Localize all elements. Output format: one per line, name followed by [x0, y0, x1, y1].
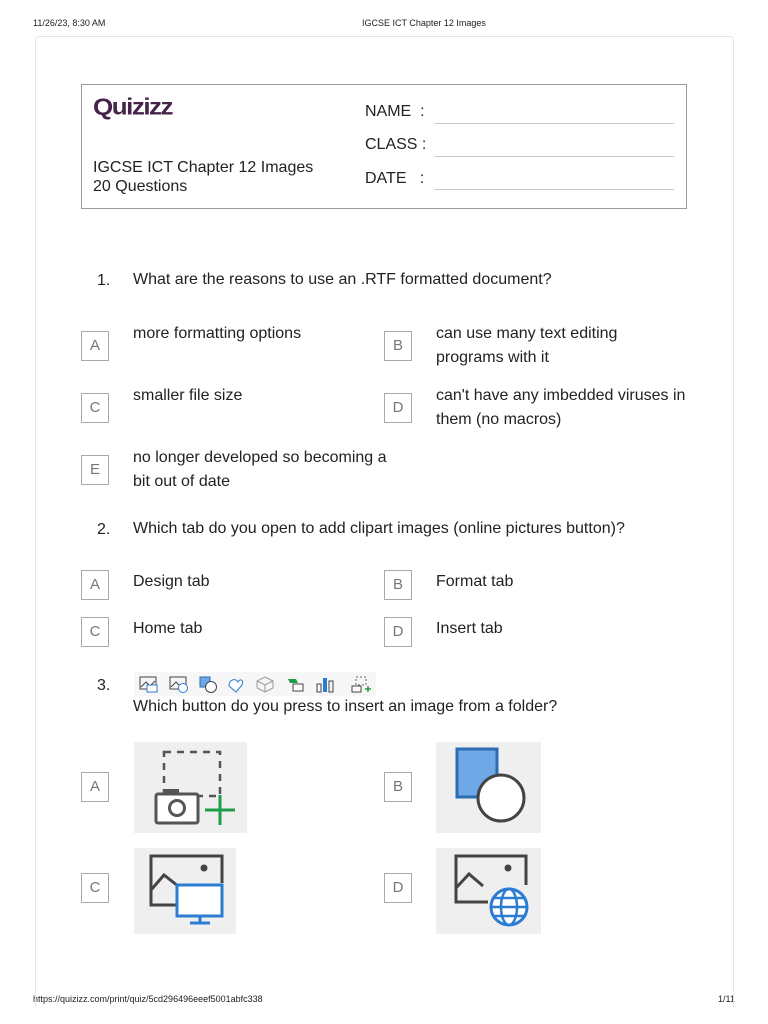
shapes-icon [436, 742, 541, 833]
q1-option-d-text: can't have any imbedded viruses in them (no macros) [436, 387, 686, 428]
q1-option-e-text: no longer developed so becoming a bit out of date [133, 449, 387, 490]
question-count: 20 Questions [93, 178, 188, 195]
q3-option-d-image [436, 848, 541, 934]
icons-icon [226, 676, 246, 693]
q1-option-c-text: smaller file size [133, 387, 243, 404]
pictures-icon [139, 676, 159, 693]
quiz-header-box [81, 84, 687, 209]
name-line [434, 123, 674, 124]
q3-option-a-box[interactable]: A [81, 772, 109, 802]
q3-option-c-image [134, 848, 236, 934]
print-datetime: 11/26/23, 8:30 AM [33, 18, 106, 28]
class-label: CLASS : [365, 136, 427, 153]
q1-option-d-box[interactable]: D [384, 393, 412, 423]
print-page-number: 1/11 [718, 994, 735, 1004]
smartart-icon [286, 676, 306, 693]
q2-option-c-box[interactable]: C [81, 617, 109, 647]
screenshot-icon [134, 742, 247, 833]
ribbon-toolbar-image [134, 672, 376, 696]
q1-option-b-box[interactable]: B [384, 331, 412, 361]
q1-option-b-text: can use many text editing programs with it [436, 325, 618, 366]
q2-option-a-text: Design tab [133, 573, 210, 590]
question-1-text: What are the reasons to use an .RTF formatted document? [133, 271, 552, 288]
question-3-text: Which button do you press to insert an image from a folder? [133, 698, 558, 715]
q3-option-c-box[interactable]: C [81, 873, 109, 903]
q2-option-d-box[interactable]: D [384, 617, 412, 647]
print-url: https://quizizz.com/print/quiz/5cd296496eeef5001abfc338 [33, 994, 263, 1004]
shapes-icon [198, 676, 218, 693]
question-1-number: 1. [97, 272, 111, 289]
q3-option-b-box[interactable]: B [384, 772, 412, 802]
q2-option-c-text: Home tab [133, 620, 203, 637]
quiz-title: IGCSE ICT Chapter 12 Images [93, 159, 314, 176]
name-label: NAME : [365, 103, 425, 120]
quiz-title-block [93, 158, 313, 196]
q1-option-a-box[interactable]: A [81, 331, 109, 361]
chart-icon [315, 676, 335, 693]
q3-option-a-image [134, 742, 247, 833]
q1-option-a-text: more formatting options [133, 325, 302, 342]
q2-option-d-text: Insert tab [436, 620, 503, 637]
quizizz-logo: Quizizz [93, 93, 173, 120]
online-pictures-icon [436, 848, 541, 934]
class-line [434, 156, 674, 157]
3d-models-icon [255, 676, 275, 693]
q2-option-b-text: Format tab [436, 573, 514, 590]
q1-option-e-box[interactable]: E [81, 455, 109, 485]
pictures-this-device-icon [134, 848, 236, 934]
question-3-number: 3. [97, 677, 111, 694]
question-2-text: Which tab do you open to add clipart images (online pictures button)? [133, 520, 625, 537]
date-line [434, 189, 674, 190]
q1-option-c-box[interactable]: C [81, 393, 109, 423]
q2-option-b-box[interactable]: B [384, 570, 412, 600]
q3-option-b-image [436, 742, 541, 833]
print-doc-title: IGCSE ICT Chapter 12 Images [362, 18, 486, 28]
question-2-number: 2. [97, 521, 111, 538]
date-label: DATE : [365, 170, 425, 187]
screenshot-icon [350, 676, 372, 694]
online-pictures-icon [169, 676, 189, 693]
q3-option-d-box[interactable]: D [384, 873, 412, 903]
q2-option-a-box[interactable]: A [81, 570, 109, 600]
